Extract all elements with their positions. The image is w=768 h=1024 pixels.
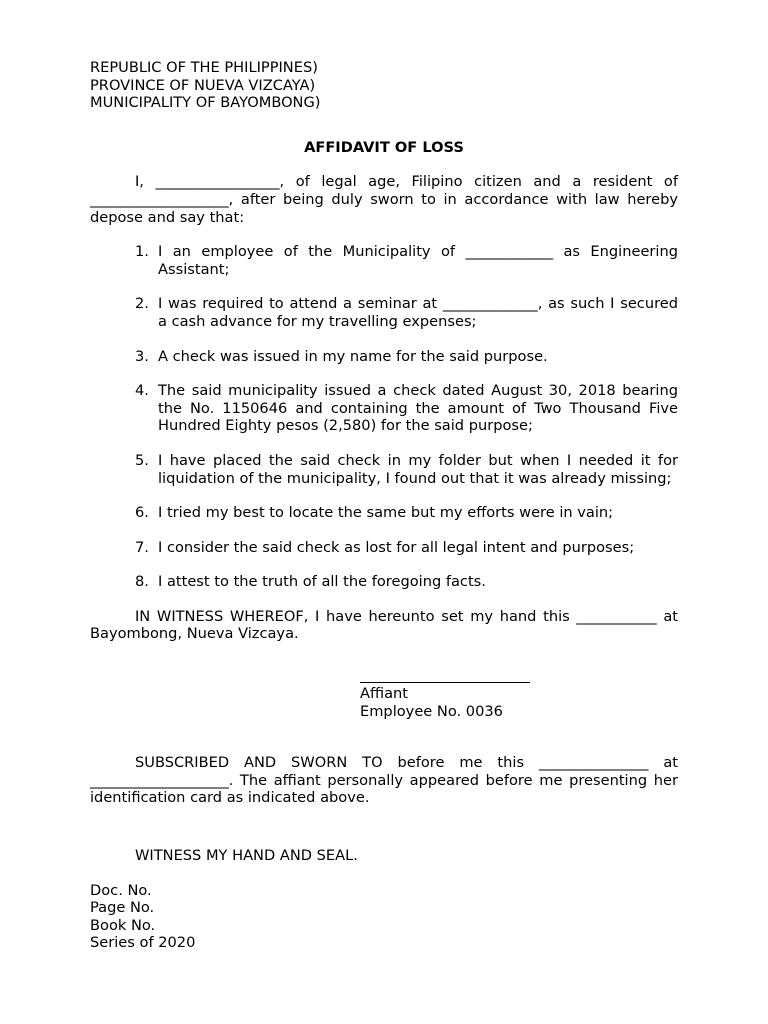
signature-line <box>360 668 530 683</box>
item-number: 2. <box>135 295 149 313</box>
affidavit-document <box>90 59 678 952</box>
list-item <box>90 573 678 591</box>
document-title: AFFIDAVIT OF LOSS <box>304 138 464 156</box>
item-number: 5. <box>135 451 149 469</box>
statement-list <box>90 243 678 591</box>
list-item <box>90 382 678 435</box>
item-text: A check was issued in my name for the said purpose. <box>158 347 548 365</box>
item-text: I consider the said check as lost for all legal intent and purposes; <box>158 538 635 556</box>
item-number: 1. <box>135 243 149 261</box>
item-text: I attest to the truth of all the foregoing facts. <box>158 573 486 591</box>
affiant-label: Affiant <box>360 685 409 703</box>
list-item <box>90 243 678 278</box>
item-text: The said municipality issued a check dated August 30, 2018 bearing the No. 1150646 and containing the amount of Two Thousand Five Hundred Eighty pesos (2,580) for the said purpose; <box>158 382 678 435</box>
doc-number: Doc. No. <box>90 881 152 899</box>
employee-number: Employee No. 0036 <box>360 702 503 720</box>
series-year: Series of 2020 <box>90 934 196 952</box>
page-number: Page No. <box>90 899 155 917</box>
witness-seal-line: WITNESS MY HAND AND SEAL. <box>135 847 358 865</box>
item-number: 4. <box>135 382 149 400</box>
notarial-register <box>90 882 678 952</box>
item-text: I tried my best to locate the same but my efforts were in vain; <box>158 504 614 522</box>
list-item <box>90 452 678 487</box>
list-item <box>90 295 678 330</box>
list-item <box>90 539 678 557</box>
intro-paragraph: I, _________________, of legal age, Filipino citizen and a resident of ___________________, after being duly sworn to in accordance with law hereby depose and say that: <box>90 173 678 226</box>
item-text: I an employee of the Municipality of ____________ as Engineering Assistant; <box>158 243 678 278</box>
list-item <box>90 348 678 366</box>
item-number: 8. <box>135 573 149 591</box>
item-number: 7. <box>135 538 149 556</box>
venue-municipality: MUNICIPALITY OF BAYOMBONG) <box>90 94 321 112</box>
list-item <box>90 504 678 522</box>
venue-republic: REPUBLIC OF THE PHILIPPINES) <box>90 59 318 76</box>
subscribed-paragraph: SUBSCRIBED AND SWORN TO before me this _______________ at ___________________. The affiant personally appeared before me presenting her identification card as indicated above. <box>90 754 678 807</box>
item-number: 6. <box>135 504 149 522</box>
item-text: I have placed the said check in my folder but when I needed it for liquidation of the municipality, I found out that it was already missing; <box>158 451 678 487</box>
item-text: I was required to attend a seminar at _____________, as such I secured a cash advance for my travelling expenses; <box>158 295 678 330</box>
item-number: 3. <box>135 347 149 365</box>
venue-block <box>90 59 678 112</box>
book-number: Book No. <box>90 916 156 934</box>
signature-block <box>360 668 678 720</box>
witness-whereof-paragraph: IN WITNESS WHEREOF, I have hereunto set my hand this ___________ at Bayombong, Nueva Vizcaya. <box>90 607 678 643</box>
venue-province: PROVINCE OF NUEVA VIZCAYA) <box>90 76 316 94</box>
